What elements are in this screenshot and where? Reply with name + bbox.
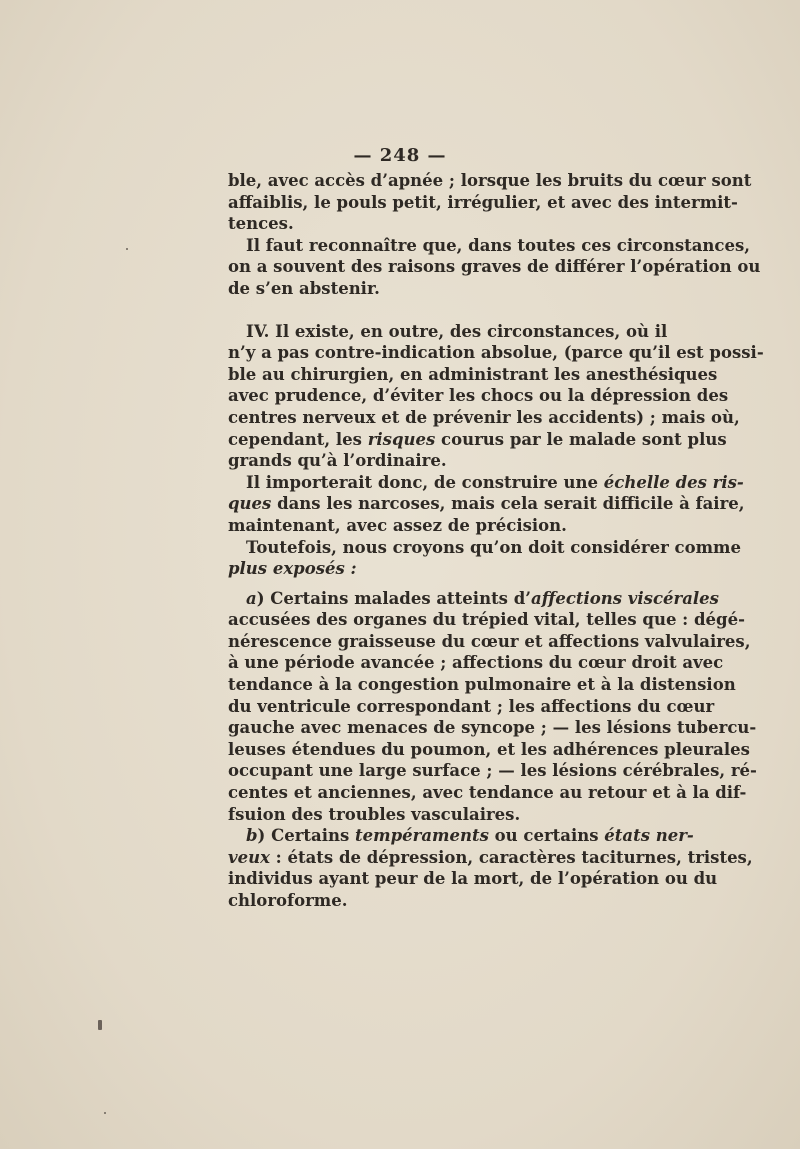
text-line: centes et anciennes, avec tendance au retour et à la dif-: [228, 783, 747, 803]
text-line: centres nerveux et de prévenir les accidents) ; mais où,: [228, 407, 740, 427]
text-line: fsuion des troubles vasculaires.: [228, 804, 521, 824]
text-line: individus ayant peur de la mort, de l’opération ou du: [228, 869, 718, 889]
paragraph-1: [228, 170, 752, 235]
italic-term: plus exposés :: [228, 559, 357, 579]
paragraph-7: [228, 588, 757, 826]
page-number: — 248 —: [353, 145, 447, 166]
italic-term: tempéraments: [355, 826, 489, 846]
text-segment: cependant, les: [228, 429, 368, 449]
paper-speck: [104, 1112, 106, 1114]
text-line: du ventricule correspondant ; les affections du cœur: [228, 696, 715, 716]
text-line: tendance à la congestion pulmonaire et à la distension: [228, 675, 736, 695]
text-line: [228, 472, 744, 494]
paragraph-6: [228, 537, 741, 580]
italic-term: risques: [367, 429, 436, 449]
list-letter: a: [246, 588, 257, 608]
italic-term: affections viscérales: [531, 588, 719, 608]
text-line: [228, 429, 727, 451]
paragraph-2: [228, 235, 761, 300]
italic-term: échelle des ris-: [603, 472, 744, 492]
paper-speck: [98, 1020, 102, 1030]
text-line: occupant une large surface ; — les lésions cérébrales, ré-: [228, 761, 757, 781]
text-line: on a souvent des raisons graves de différer l’opération ou: [228, 257, 761, 277]
body-text: [228, 170, 764, 912]
text-line: IV. Il existe, en outre, des circonstances, où il: [246, 321, 668, 341]
text-line: [228, 588, 719, 610]
list-letter: b: [246, 826, 258, 846]
text-line: Toutefois, nous croyons qu’on doit considérer comme: [246, 537, 741, 557]
text-line: nérescence graisseuse du cœur et affections valvulaires,: [228, 631, 751, 651]
text-line: tences.: [228, 214, 294, 234]
text-line: maintenant, avec assez de précision.: [228, 515, 567, 535]
text-line: [228, 493, 745, 515]
text-line: gauche avec menaces de syncope ; — les lésions tubercu-: [228, 718, 757, 738]
text-segment: Il importerait donc, de construire une: [246, 472, 604, 492]
paragraph-5: [228, 472, 745, 537]
text-segment: ou certains: [488, 826, 605, 846]
text-segment: ) Certains: [257, 826, 356, 846]
text-line: à une période avancée ; affections du cœur droit avec: [228, 653, 724, 673]
text-line: Il faut reconnaître que, dans toutes ces circonstances,: [246, 235, 750, 255]
text-line: leuses étendues du poumon, et les adhérences pleurales: [228, 739, 750, 759]
paper-speck: [126, 248, 128, 250]
text-line: avec prudence, d’éviter les chocs ou la dépression des: [228, 386, 729, 406]
text-segment: courus par le malade sont plus: [435, 429, 727, 449]
paragraph-8: [228, 825, 753, 911]
text-line: grands qu’à l’ordinaire.: [228, 451, 447, 471]
text-line: de s’en abstenir.: [228, 278, 380, 298]
text-line: [228, 847, 753, 869]
text-line: [228, 558, 658, 580]
text-line: ble au chirurgien, en administrant les anesthésiques: [228, 364, 718, 384]
text-line: affaiblis, le pouls petit, irrégulier, et avec des intermit-: [228, 192, 738, 212]
text-line: n’y a pas contre-indication absolue, (parce qu’il est possi-: [228, 343, 764, 363]
italic-term: veux: [228, 847, 270, 867]
text-line: [228, 825, 694, 847]
text-line: chloroforme.: [228, 891, 348, 910]
text-segment: dans les narcoses, mais cela serait difficile à faire,: [271, 494, 745, 514]
text-segment: ) Certains malades atteints d’: [256, 588, 531, 608]
paragraph-3: [228, 321, 764, 472]
italic-term: états ner-: [604, 826, 694, 846]
text-line: accusées des organes du trépied vital, telles que : dégé-: [228, 610, 745, 630]
text-line: ble, avec accès d’apnée ; lorsque les bruits du cœur sont: [228, 171, 752, 190]
italic-term: ques: [228, 494, 272, 514]
text-segment: : états de dépression, caractères taciturnes, tristes,: [269, 847, 753, 867]
